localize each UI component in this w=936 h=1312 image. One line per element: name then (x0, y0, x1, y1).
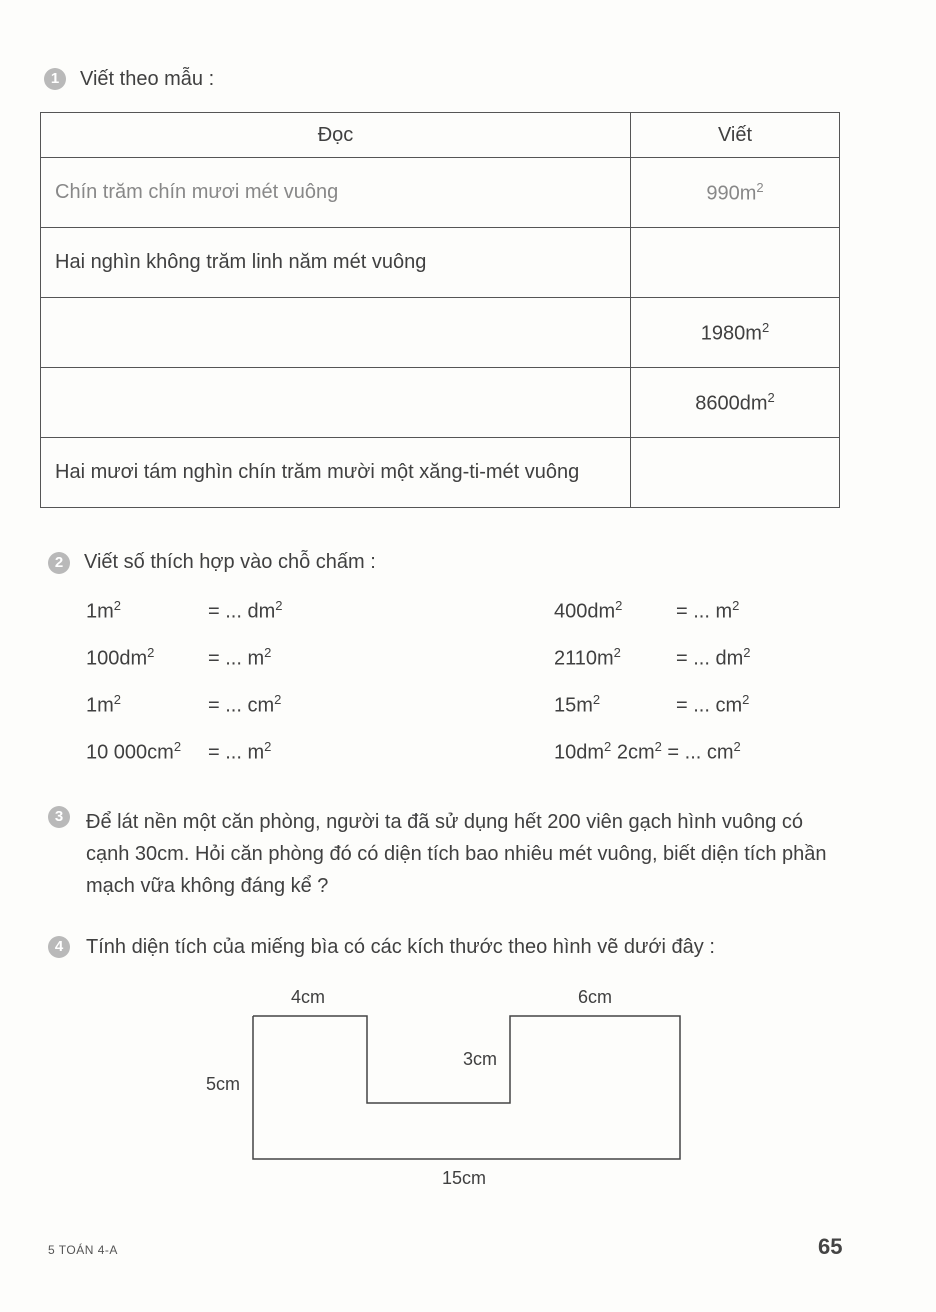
exercise-3-text: Để lát nền một căn phòng, người ta đã sử dụng hết 200 viên gạch hình vuông có cạnh 30cm. Hỏi căn phòng đó có diện tích bao nhiêu mét vuông, biết diện tích phần mạch vữa không đáng kể ? (86, 811, 827, 897)
cell-viet: $8600dm^2$ (631, 368, 840, 438)
cell-doc: Chín trăm chín mươi mét vuông (41, 158, 631, 228)
equation-right-1-lhs: $400dm^2$ (554, 598, 623, 623)
equation-right-2-lhs: $2110m^2$ (554, 645, 621, 670)
cell-viet: $990m^2$ (631, 158, 840, 228)
equation-left-3-rhs: = ... $cm^2$ (208, 692, 282, 717)
equation-right-1-rhs: = ... $m^2$ (676, 598, 740, 623)
equation-right-3-rhs: = ... $cm^2$ (676, 692, 750, 717)
footer-book-label: 5 TOÁN 4-A (48, 1243, 118, 1257)
exercise-1-badge: 1 (44, 68, 66, 90)
dim-top-left: 4cm (291, 987, 326, 1007)
dim-top-right: 6cm (578, 987, 613, 1007)
equation-left-4-rhs: = ... $m^2$ (208, 739, 272, 764)
exercise-4-badge: 4 (48, 936, 70, 958)
equation-left-4-lhs: 10 $000cm^2$ (86, 739, 182, 764)
header-viet: Viết (631, 113, 840, 158)
header-doc: Đọc (41, 113, 631, 158)
cell-doc: Hai nghìn không trăm linh năm mét vuông (41, 228, 631, 298)
equation-left-1-lhs: $1m^2$ (86, 598, 122, 623)
equation-left-2-rhs: = ... $m^2$ (208, 645, 272, 670)
equation-left-3-lhs: $1m^2$ (86, 692, 122, 717)
equation-right-4: $10dm^2$ $2cm^2$ = ... $cm^2$ (554, 739, 741, 764)
exercise-4-text: Tính diện tích của miếng bìa có các kích thước theo hình vẽ dưới đây : (86, 936, 715, 958)
figure-outline (253, 1016, 680, 1159)
dim-notch: 3cm (463, 1049, 498, 1069)
exercise-2-badge: 2 (48, 552, 70, 574)
exercise-3-badge: 3 (48, 806, 70, 828)
exercise-2-title: Viết số thích hợp vào chỗ chấm : (84, 551, 376, 573)
cell-viet: $1980m^2$ (631, 298, 840, 368)
equation-left-1-rhs: = ... $dm^2$ (208, 598, 283, 623)
exercise-1-title: Viết theo mẫu : (80, 68, 215, 90)
page-number: 65 (818, 1234, 843, 1259)
equation-right-2-rhs: = ... $dm^2$ (676, 645, 751, 670)
cell-doc: Hai mươi tám nghìn chín trăm mười một xăng-ti-mét vuông (41, 438, 631, 508)
dim-left: 5cm (206, 1074, 241, 1094)
equation-left-2-lhs: $100dm^2$ (86, 645, 155, 670)
dim-bottom: 15cm (442, 1168, 487, 1188)
equation-right-3-lhs: $15m^2$ (554, 692, 601, 717)
